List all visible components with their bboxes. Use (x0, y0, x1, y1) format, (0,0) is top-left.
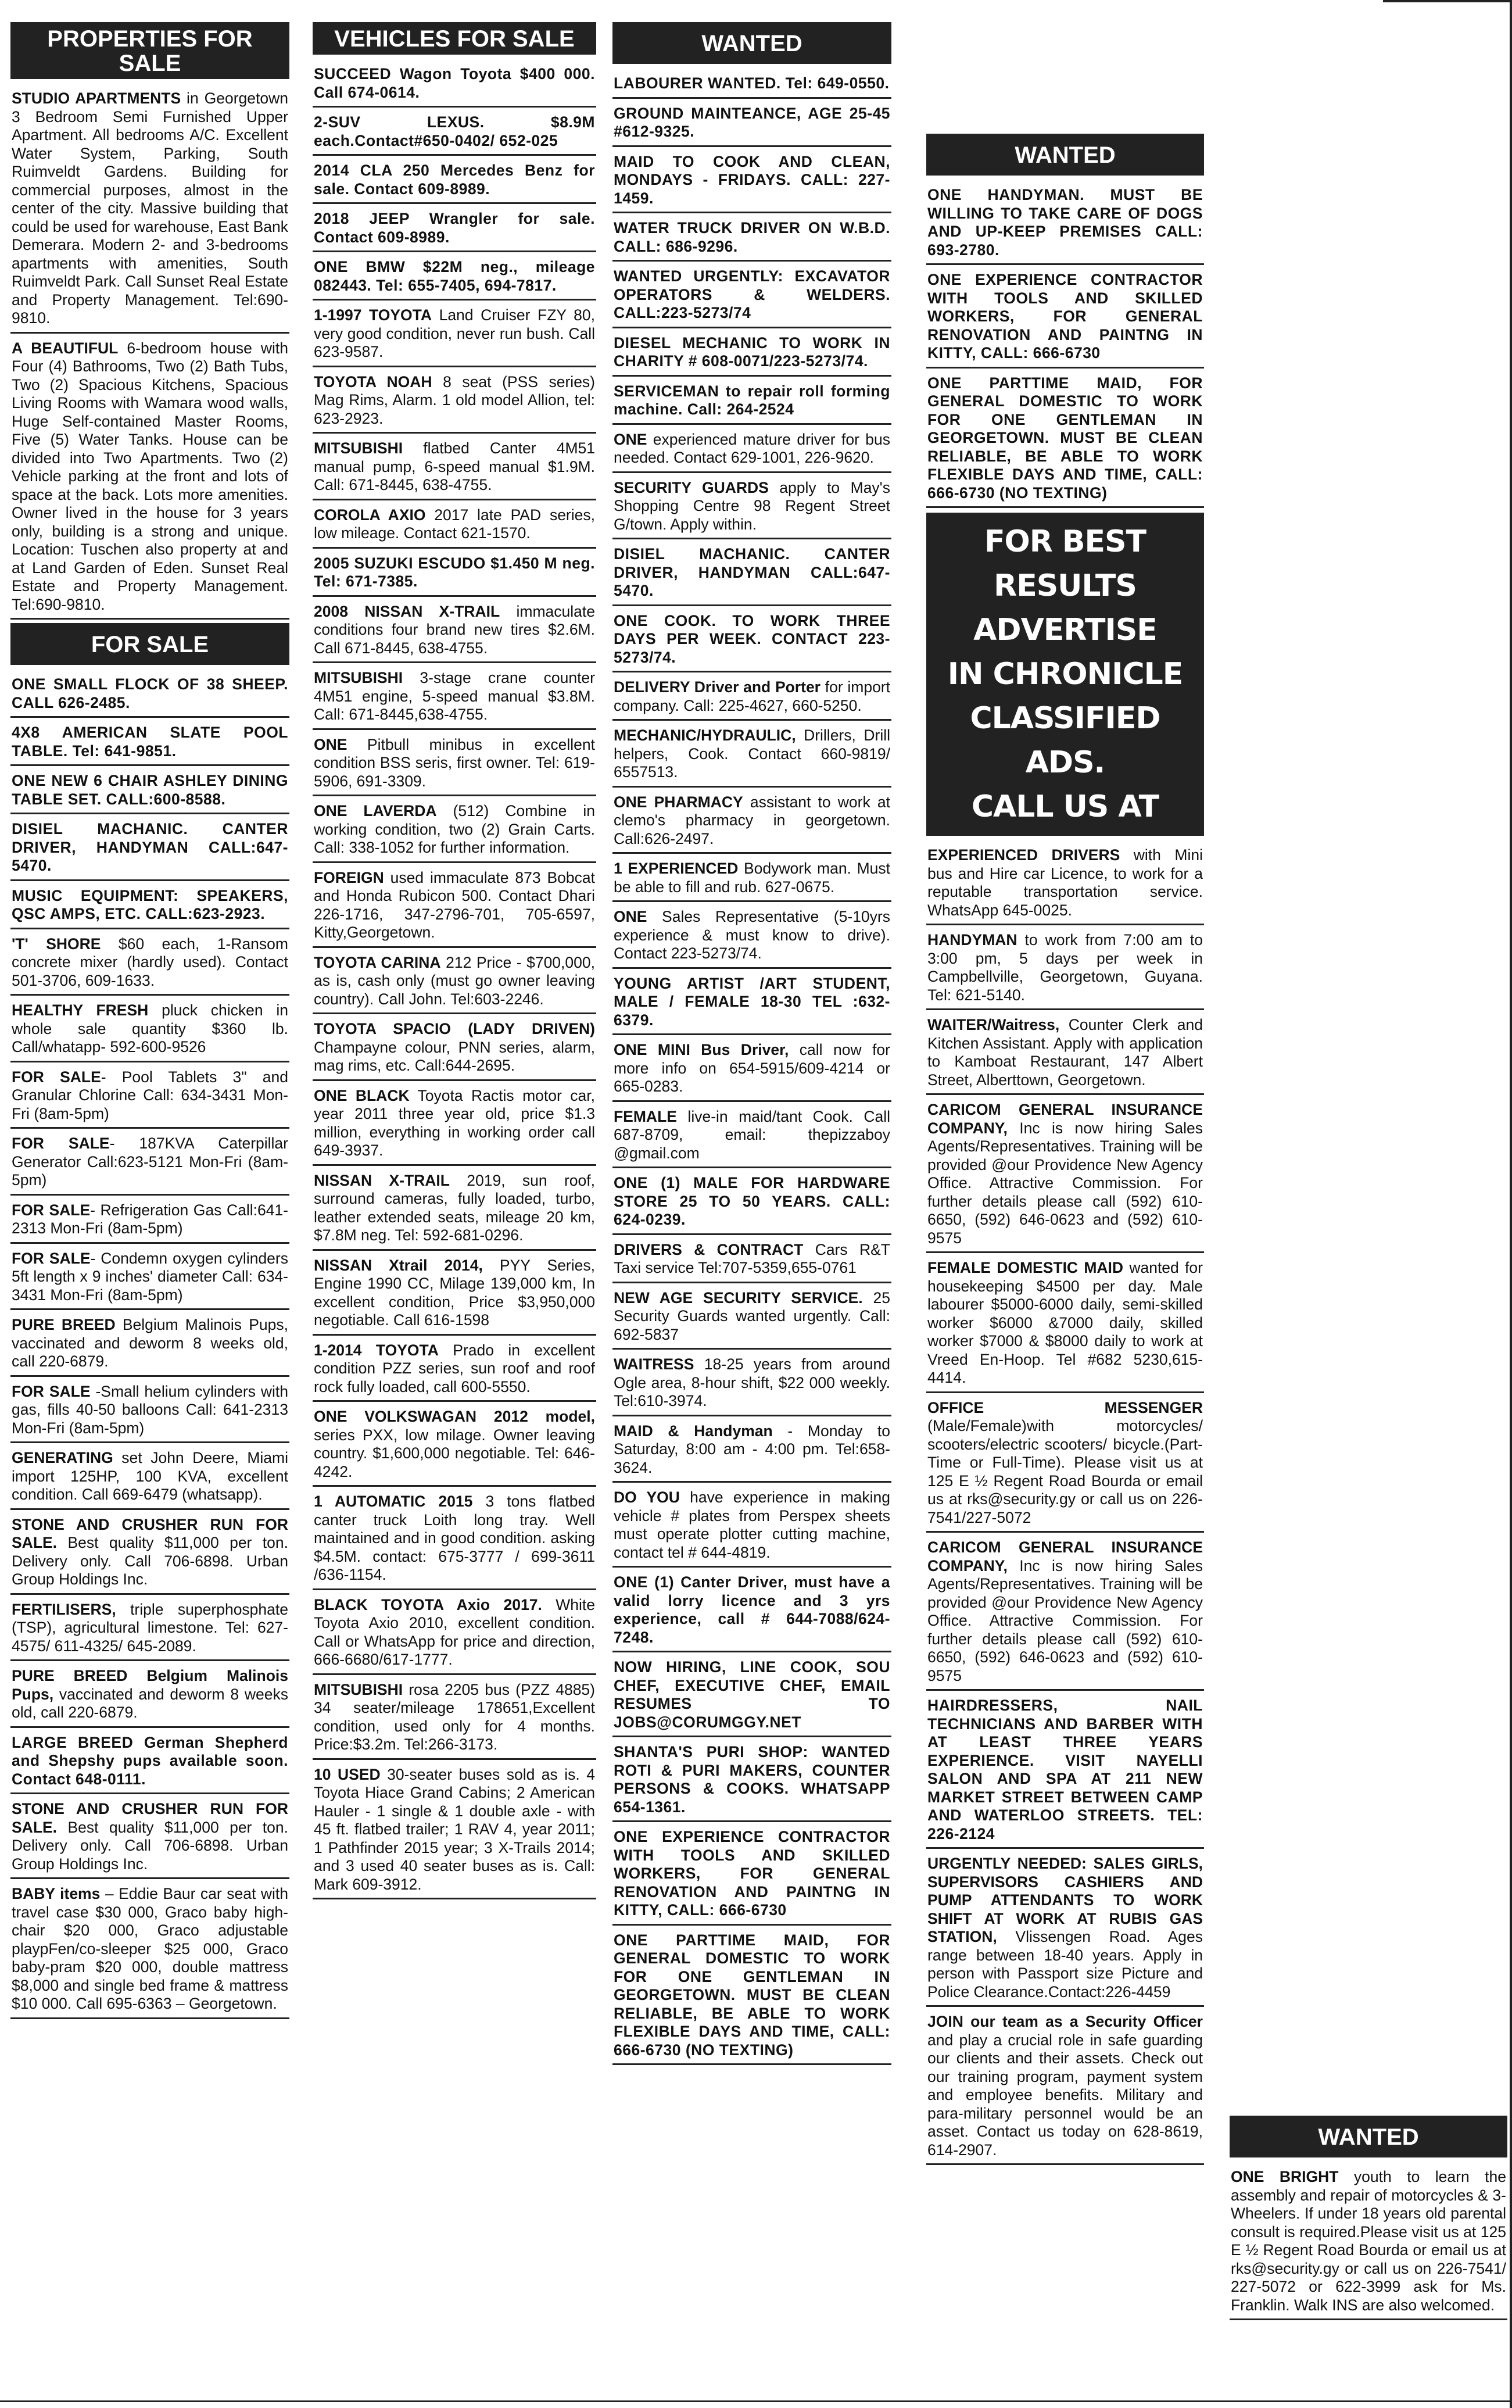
classified-ad (612, 1353, 891, 1416)
ad-lead: TOYOTA NOAH (314, 373, 432, 391)
ad-text: series PXX, low milage. Owner leaving country. $1,600,000 negotiable. Tel: 646-4242. (314, 1426, 595, 1480)
ad-lead: LABOURER WANTED. Tel: 649-0550. (614, 74, 890, 92)
classified-ad (612, 1486, 891, 1568)
ad-lead: 1 AUTOMATIC 2015 (314, 1493, 473, 1510)
classified-ad (612, 380, 891, 425)
ad-lead: GENERATING (12, 1449, 113, 1466)
ad-lead: 2018 JEEP Wrangler for sale. Contact 609-8989. (314, 210, 595, 246)
ad-text: 8 seat (PSS series) Mag Rims, Alarm. 1 old model Allion, tel: 623-2923. (314, 373, 596, 427)
ad-lead: ONE (1) MALE FOR HARDWARE STORE 25 TO 50 YEARS. CALL: 624-0239. (614, 1174, 890, 1228)
ad-lead: ONE (314, 735, 347, 753)
ad-lead: URGENTLY NEEDED: SALES GIRLS, SUPERVISORS CASHIERS AND PUMP ATTENDANTS TO WORK SHIFT AT WORK AT RUBIS GAS STATION, (927, 1855, 1203, 1945)
classified-ad (612, 543, 891, 606)
ad-text: - 187KVA Caterpillar Generator Call:623-5121 Mon-Fri (8am-5pm) (12, 1135, 288, 1189)
ad-lead: NISSAN X-TRAIL (314, 1171, 450, 1189)
ad-lead: HAIRDRESSERS, NAIL TECHNICIANS AND BARBER WITH AT LEAST THREE YEARS EXPERIENCE. VISIT NAYELLI SALON AND SPA AT 211 NEW MARKET STREET BETWEEN CAMP AND WATERLOO STREETS. TEL: 226-2124 (927, 1697, 1203, 1842)
ad-text: Sales Representative (5-10yrs experience & must know to drive). Contact 223-5273/74. (614, 908, 890, 962)
ad-lead: LARGE BREED German Shepherd and Shepshy pups available soon. Contact 648-0111. (12, 1733, 288, 1788)
classified-ad (612, 265, 891, 328)
classified-ad (313, 159, 596, 204)
ad-text: flatbed Canter 4M51 manual pump, 6-speed manual $1.9M. Call: 671-8445, 638-4755. (314, 439, 595, 493)
classified-ad (313, 951, 596, 1015)
classified-ad (10, 1514, 289, 1595)
ad-text: Prado in excellent condition PZZ series, sun roof and roof rock fully loaded, call 600-5550. (314, 1341, 595, 1396)
ad-lead: NEW AGE SECURITY SERVICE. (614, 1289, 863, 1307)
classified-ad (612, 1826, 891, 1926)
classified-ad (313, 63, 596, 108)
column-properties-for-sale (10, 22, 289, 2402)
ad-lead: ONE HANDYMAN. MUST BE WILLING TO TAKE CARE OF DOGS AND UP-KEEP PREMISES CALL: 693-2780. (927, 186, 1203, 259)
classified-ad (10, 818, 289, 881)
ad-text: 6-bedroom house with Four (4) Bathrooms, Two (2) Bath Tubs, Two (2) Spacious Kitchens, Spacious Living Rooms with Wamara wood walls, Huge Self-contained Master Rooms, Five (5) Water Tanks. House can be divided into Two Apartments. Two (2) Vehicle parking at the front and lots of space at the back. Lots more amenities. Owner lived in the house for 3 years only, building is a strong and unique. Location: Tuschen also property at and at Land Garden of Eden. Sunset Real Estate and Property Management. Tel:690-9810. (12, 339, 288, 613)
classified-ad (612, 477, 891, 540)
ad-text: - Condemn oxygen cylinders 5ft length x 9 inches' diameter Call: 634-3431 Mon-Fri (8am-5pm) (12, 1249, 288, 1304)
ad-text: 3-stage crane counter 4M51 engine, 5-speed manual $3.8M. Call: 671-8445,638-4755. (314, 669, 595, 723)
ad-text: in Georgetown 3 Bedroom Semi Furnished Upper Apartment. All bedrooms A/C. Excellent Water System, Parking, South Ruimveldt Gardens. Building for commercial purposes, almost in the center of the city. Massive building that could be used for warehouse, East Bank Demerara. Modern 2- and 3-bedrooms apartments with amenities, South Ruimveldt Park. Call Sunset Real Estate and Property Management. Tel:690-9810. (12, 90, 288, 327)
ad-lead: SHANTA'S PURI SHOP: WANTED ROTI & PURI MAKERS, COUNTER PERSONS & COOKS. WHATSAPP 654-1361. (614, 1743, 890, 1816)
classified-ad (926, 184, 1204, 265)
ad-lead: MITSUBISHI (314, 439, 403, 457)
ad-text: (Male/Female)with motorcycles/ scooters/electric scooters/ bicycle.(Part-Time or Full-Time). Please visit us at 125 E ½ Regent Road Bourda or email us at rks@security.gy or call us on 226-7541/227-5072 (927, 1417, 1203, 1526)
ad-lead: OFFICE MESSENGER (927, 1398, 1203, 1416)
classified-ad (313, 371, 596, 434)
promo-box (926, 513, 1204, 836)
classified-ad (10, 933, 289, 996)
ad-lead: 2-SUV LEXUS. $8.9M each.Contact#650-0402/ 652-025 (314, 113, 595, 149)
classified-ad (10, 87, 289, 334)
ad-lead: 2008 NISSAN X-TRAIL (314, 602, 500, 620)
ads-list-properties (10, 87, 289, 620)
classified-ad (313, 111, 596, 156)
ad-lead: ONE PHARMACY (614, 793, 743, 811)
ad-lead: DIESEL MECHANIC TO WORK IN CHARITY # 608-0071/223-5273/74. (614, 334, 890, 370)
classified-ad (612, 1239, 891, 1283)
ad-lead: STONE AND CRUSHER RUN FOR SALE. (12, 1800, 288, 1836)
ad-text: 25 Security Guards wanted urgently. Call: 692-5837 (614, 1289, 890, 1343)
ad-lead: YOUNG ARTIST /ART STUDENT, MALE / FEMALE 18-30 TEL :632-6379. (614, 974, 890, 1029)
ad-text: vaccinated and deworm 8 weeks old, call 220-6879. (12, 1685, 288, 1721)
classified-ad (10, 1247, 289, 1311)
ad-text: 212 Price - $700,000, as is, cash only (must go owner leaving country). Call John. Tel:603-2246. (314, 953, 595, 1008)
ad-text: apply to May's Shopping Centre 98 Regent Street G/town. Apply within. (614, 478, 890, 533)
ad-text: Land Cruiser FZY 80, very good condition, never run bush. Call 623-9587. (314, 306, 595, 360)
ad-text: Best quality $11,000 per ton. Delivery only. Call 706-6898. Urban Group Holdings Inc. (12, 1818, 288, 1873)
ad-lead: FOR SALE (12, 1201, 91, 1219)
classified-ad (612, 1172, 891, 1235)
ad-text: - Pool Tablets 3" and Granular Chlorine Call: 634-3431 Mon-Fri (8am-5pm) (12, 1068, 288, 1122)
right-rule (1510, 0, 1512, 2408)
classified-ad (313, 1405, 596, 1487)
ad-lead: 2005 SUZUKI ESCUDO $1.450 M neg. Tel: 671-7385. (314, 554, 595, 590)
classified-ad (313, 800, 596, 863)
ad-text: 3 tons flatbed canter truck Loith long tray. Well maintained and in good condition. asking $4.5M. contact: 675-3777 / 699-3611 /636-1154. (314, 1493, 595, 1583)
ad-text: call now for more info on 654-5915/609-4214 or 665-0283. (614, 1041, 890, 1095)
classified-ad (10, 1380, 289, 1444)
ad-lead: SECURITY GUARDS (614, 478, 769, 496)
ad-text: Pitbull minibus in excellent condition BSS seris, first owner. Tel: 619-5906, 691-3309. (314, 735, 595, 790)
ad-text: - Refrigeration Gas Call:641-2313 Mon-Fri (8am-5pm) (12, 1201, 289, 1237)
ad-lead: FERTILISERS, (12, 1600, 116, 1618)
ad-lead: NOW HIRING, LINE COOK, SOU CHEF, EXECUTIVE CHEF, EMAIL RESUMES TO JOBS@CORUMGGY.NET (614, 1658, 890, 1731)
ad-lead: NISSAN Xtrail 2014, (314, 1256, 483, 1274)
ads-list-vehicles (313, 63, 596, 1899)
ad-lead: FEMALE (614, 1107, 677, 1125)
ad-lead: 1 EXPERIENCED (614, 860, 739, 877)
ad-lead: ONE EXPERIENCE CONTRACTOR WITH TOOLS AND SKILLED WORKERS, FOR GENERAL RENOVATION AND PAINTNG IN KITTY, CALL: 666-6730 (614, 1828, 890, 1919)
ad-text: with Mini bus and Hire car Licence, to work for a reputable transportation service. WhatsApp 645-0025. (927, 846, 1203, 919)
top-rule (1383, 0, 1512, 2)
classified-ad (313, 1254, 596, 1336)
ad-text: set John Deere, Miami import 125HP, 100 KVA, excellent condition. Call 669-6479 (whatsapp). (12, 1449, 288, 1503)
classified-ad (10, 1066, 289, 1129)
ad-lead: DISIEL MACHANIC. CANTER DRIVER, HANDYMAN CALL:647-5470. (12, 820, 288, 874)
section-heading-wanted-3: WANTED (1230, 2116, 1507, 2157)
classified-ad (612, 906, 891, 969)
ad-lead: SUCCEED Wagon Toyota $400 000. Call 674-0614. (314, 65, 595, 101)
ads-list-for-sale (10, 673, 289, 2019)
ad-text: - Monday to Saturday, 8:00 am - 4:00 pm. Tel:658-3624. (614, 1422, 890, 1476)
ad-text: youth to learn the assembly and repair of motorcycles & 3-Wheelers. If under 18 years old parental consult is required.Please visit us at 125 E ½ Regent Road Bourda or email us at rks@security.gy or call us on 226-7541/ 227-5072 or 622-3999 ask for Ms. Franklin. Walk INS are also welcomed. (1231, 2168, 1506, 2314)
classified-ad (612, 332, 891, 377)
classified-ad (612, 724, 891, 788)
classified-ad (10, 1731, 289, 1795)
section-heading-for-sale: FOR SALE (10, 623, 289, 665)
section-heading-vehicles: VEHICLES FOR SALE (313, 22, 596, 55)
classified-ad (313, 1594, 596, 1675)
classified-ad (612, 610, 891, 673)
ad-lead: ONE LAVERDA (314, 802, 437, 820)
classified-ad (313, 600, 596, 664)
classified-ad (926, 1397, 1204, 1533)
classified-ad (10, 885, 289, 929)
classified-ad (10, 1798, 289, 1879)
classified-ad (926, 1852, 1204, 2007)
classified-ad (313, 1085, 596, 1166)
classified-ad (313, 504, 596, 549)
ad-lead: A BEAUTIFUL (12, 339, 119, 357)
classified-ad (612, 72, 891, 99)
classified-ad (926, 372, 1204, 509)
ad-lead: MUSIC EQUIPMENT: SPEAKERS, QSC AMPS, ETC. CALL:623-2923. (12, 886, 288, 922)
classified-ad (10, 1598, 289, 1662)
classified-ad (926, 2010, 1204, 2165)
ad-lead: JOIN our team as a Security Officer (927, 2013, 1203, 2030)
classified-ad (926, 1099, 1204, 1253)
ad-text: pluck chicken in whole sale quantity $360 lb. Call/whatapp- 592-600-9526 (12, 1001, 288, 1055)
column-vehicles-for-sale (313, 22, 596, 2402)
ad-lead: FOR SALE (12, 1382, 91, 1400)
ad-lead: CARICOM GENERAL INSURANCE COMPANY, (927, 1101, 1203, 1137)
ads-list-wanted (612, 72, 891, 2065)
classified-ad (313, 437, 596, 500)
section-heading-wanted-2: WANTED (926, 134, 1204, 176)
classified-ad (926, 1257, 1204, 1393)
ad-lead: MAID TO COOK AND CLEAN, MONDAYS - FRIDAYS. CALL: 227-1459. (614, 152, 890, 207)
ad-text: Bodywork man. Must be able to fill and rub. 627-0675. (614, 860, 890, 896)
ad-text: 30-seater buses sold as is. 4 Toyota Hiace Grand Cabins; 2 American Hauler - 1 single & 1 double axle - with 45 ft. flatbed trailer; 1 RAV 4, year 2011; 1 Pathfinder 2015 year; 3 X-Trails 2014; and 3 used 40 seater buses as is. Call: Mark 609-3912. (314, 1765, 595, 1893)
classified-ad (313, 1490, 596, 1590)
ad-lead: 'T' SHORE (12, 935, 101, 953)
classified-ad (612, 791, 891, 854)
ad-text: triple superphosphate (TSP), agricultural limestone. Tel: 627-4575/ 611-4325/ 645-2089. (12, 1600, 288, 1655)
classified-ad (612, 428, 891, 473)
ad-text: Inc is now hiring Sales Agents/Representatives. Training will be provided @our Providence New Agency Office. Attractive Commission. For further details please call (592) 610-6650, (592) 646-0623 and (592) 610-9575 (927, 1119, 1203, 1247)
ad-text: Drillers, Drill helpers, Cook. Contact 660-9819/ 6557513. (614, 727, 890, 781)
classified-ad (10, 673, 289, 718)
classified-ad (612, 1105, 891, 1169)
ad-text: experienced mature driver for bus needed. Contact 629-1001, 226-9620. (614, 430, 890, 466)
classified-ad (313, 1339, 596, 1402)
classified-ad (612, 1571, 891, 1652)
ad-text: PYY Series, Engine 1990 CC, Milage 139,000 km, In excellent condition, Price $3,950,000 negotiable. Call 616-1598 (314, 1256, 595, 1329)
classified-ad (10, 1665, 289, 1728)
classified-ad (313, 1763, 596, 1900)
classified-ad (1230, 2166, 1507, 2320)
ad-lead: ONE BRIGHT (1231, 2168, 1339, 2185)
ad-text: Vlissengen Road. Ages range between 18-40 years. Apply in person with Passport size Picture and Police Clearance.Contact:226-4459 (927, 1928, 1203, 2001)
ad-lead: ONE (1) Canter Driver, must have a valid lorry licence and 3 yrs experience, call # 644-7088/624-7248. (614, 1573, 890, 1646)
ad-text: have experience in making vehicle # plates from Perspex sheets must operate plotter cutting machine, contact tel # 644-4819. (614, 1489, 891, 1561)
ad-text: White Toyota Axio 2010, excellent condition. Call or WhatsApp for price and direction, 666-6680/617-1777. (314, 1595, 595, 1668)
classified-ad (926, 269, 1204, 368)
ad-lead: FOR SALE (12, 1068, 101, 1086)
promo-line: FOR BEST RESULTS (984, 524, 1146, 603)
ad-lead: GROUND MAINTEANCE, AGE 25-45 #612-9325. (614, 104, 890, 140)
classified-ad (612, 1929, 891, 2066)
promo-line: CLASSIFIED ADS. (970, 701, 1160, 780)
ad-lead: STUDIO APARTMENTS (12, 90, 181, 107)
promo-line: CALL US AT (971, 789, 1159, 824)
classified-ad (612, 1039, 891, 1102)
ad-lead: ONE EXPERIENCE CONTRACTOR WITH TOOLS AND SKILLED WORKERS, FOR GENERAL RENOVATION AND PAINTNG IN KITTY, CALL: 666-6730 (927, 271, 1203, 362)
ad-text: 2017 late PAD series, low mileage. Contact 621-1570. (314, 506, 595, 542)
ad-text: Counter Clerk and Kitchen Assistant. Apply with application to Kamboat Restaurant, 147 Albert Street, Alberttown, Georgetown. (927, 1016, 1203, 1089)
classified-ad (926, 929, 1204, 1010)
ad-text: (512) Combine in working condition, two (2) Grain Carts. Call: 338-1052 for further information. (314, 802, 595, 856)
classified-ad (10, 337, 289, 620)
ad-lead: HANDYMAN (927, 931, 1017, 949)
classified-ad (612, 1741, 891, 1822)
ad-lead: FEMALE DOMESTIC MAID (927, 1259, 1124, 1276)
classified-ad (612, 1420, 891, 1483)
classified-ad (10, 1314, 289, 1377)
ad-lead: WAITRESS (614, 1355, 694, 1373)
ad-lead: DELIVERY Driver and Porter (614, 678, 821, 696)
ad-lead: FOREIGN (314, 868, 384, 886)
ad-text: Belgium Malinois Pups, vaccinated and deworm 8 weeks old, call 220-6879. (12, 1316, 288, 1370)
classified-ad (926, 1536, 1204, 1691)
ad-lead: STONE AND CRUSHER RUN FOR SALE. (12, 1515, 288, 1551)
classified-ad (10, 721, 289, 766)
classified-ad (612, 102, 891, 147)
classified-ad (10, 999, 289, 1062)
ad-text: used immaculate 873 Bobcat and Honda Rubicon 500. Contact Dhari 226-1716, 347-2796-701, 705-6597, Kitty,Georgetown. (314, 868, 595, 941)
ad-lead: ONE PARTTIME MAID, FOR GENERAL DOMESTIC TO WORK FOR ONE GENTLEMAN IN GEORGETOWN. MUST BE CLEAN RELIABLE, BE ABLE TO WORK FLEXIBLE DAYS AND TIME, CALL: 666-6730 (NO TEXTING) (927, 374, 1203, 502)
ad-lead: EXPERIENCED DRIVERS (927, 846, 1120, 864)
ad-text: wanted for housekeeping $4500 per day. Male labourer $5000-6000 daily, semi-skilled worker $6000 &7000 daily, skilled worker $7000 & $8000 daily to work at Vreed En-Hoop. Tel #682 5230,615-4414. (927, 1259, 1203, 1386)
column-wanted-2 (926, 134, 1204, 2402)
ad-lead: WAITER/Waitress, (927, 1016, 1060, 1033)
ad-lead: WATER TRUCK DRIVER ON W.B.D. CALL: 686-9296. (614, 219, 890, 255)
ad-text: -Small helium cylinders with gas, fills 40-50 balloons Call: 641-2313 Mon-Fri (8am-5pm) (12, 1382, 288, 1437)
classified-ad (313, 256, 596, 300)
ad-lead: HEALTHY FRESH (12, 1001, 149, 1019)
ad-text: Cars R&T Taxi service Tel:707-5359,655-0761 (614, 1240, 890, 1276)
classified-ad (926, 1014, 1204, 1095)
classified-ad (313, 1679, 596, 1760)
ad-lead: TOYOTA SPACIO (LADY DRIVEN) (314, 1020, 595, 1037)
classified-ad (313, 207, 596, 252)
ad-lead: FOR SALE (12, 1249, 91, 1267)
ad-text: and play a crucial role in safe guarding our clients and their assets. Check out our training program, payment system and employee benefits. Military and para-military personnel would be an asset. Contact us today on 628-8619, 614-2907. (927, 2031, 1203, 2159)
classified-ad (612, 857, 891, 902)
classified-ad (10, 1447, 289, 1510)
classified-ad (313, 304, 596, 367)
ads-list-wanted-3 (1230, 2166, 1507, 2320)
classified-ad (926, 1694, 1204, 1849)
ads-list-wanted-2b (926, 844, 1204, 2165)
classified-ad (10, 1883, 289, 2019)
ad-lead: DRIVERS & CONTRACT (614, 1240, 804, 1258)
classified-ad (313, 1169, 596, 1251)
ad-lead: MITSUBISHI (314, 669, 403, 686)
ad-text: Champayne colour, PNN series, alarm, mag rims, etc. Call:644-2695. (314, 1038, 595, 1074)
column-wanted (612, 22, 891, 2402)
classified-ad (313, 867, 596, 948)
ad-lead: MITSUBISHI (314, 1680, 403, 1698)
ad-lead: TOYOTA CARINA (314, 953, 441, 971)
column-wanted-3 (1230, 2116, 1507, 2406)
ad-lead: DISIEL MACHANIC. CANTER DRIVER, HANDYMAN CALL:647-5470. (614, 545, 890, 599)
classified-ad (612, 217, 891, 262)
ad-text: Inc is now hiring Sales Agents/Representatives. Training will be provided @our Providence New Agency Office. Attractive Commission. For further details please call (592) 610-6650, (592) 646-0623 and (592) 610-9575 (927, 1557, 1203, 1684)
ad-text: rosa 2205 bus (PZZ 4885) 34 seater/mileage 178651,Excellent condition, used only for 4 months. Price:$3.2m. Tel:266-3173. (314, 1680, 595, 1753)
classified-ad (612, 1656, 891, 1737)
ad-lead: CARICOM GENERAL INSURANCE COMPANY, (927, 1538, 1203, 1575)
ad-lead: ONE PARTTIME MAID, FOR GENERAL DOMESTIC TO WORK FOR ONE GENTLEMAN IN GEORGETOWN. MUST BE CLEAN RELIABLE, BE ABLE TO WORK FLEXIBLE DAYS AND TIME, CALL: 666-6730 (NO TEXTING) (614, 1931, 890, 2059)
ad-lead: 1-1997 TOYOTA (314, 306, 432, 324)
ad-lead: ONE (614, 908, 647, 925)
ad-text: Best quality $11,000 per ton. Delivery only. Call 706-6898. Urban Group Holdings Inc. (12, 1534, 288, 1588)
ad-lead: BLACK TOYOTA Axio 2017. (314, 1595, 542, 1613)
ad-lead: SERVICEMAN to repair roll forming machine. Call: 264-2524 (614, 382, 890, 418)
promo-line: IN CHRONICLE (947, 657, 1183, 692)
ad-lead: ONE VOLKSWAGAN 2012 model, (314, 1408, 595, 1425)
ad-lead: PURE BREED (12, 1316, 116, 1333)
classified-ad (612, 972, 891, 1036)
classified-ad (10, 1132, 289, 1196)
ad-lead: MECHANIC/HYDRAULIC, (614, 727, 796, 744)
ad-lead: DO YOU (614, 1489, 680, 1506)
ad-text: assistant to work at clemo's pharmacy in georgetown. Call:626-2497. (614, 793, 890, 847)
ads-list-wanted-2a (926, 184, 1204, 508)
ad-text: for import company. Call: 225-4627, 660-5250. (614, 678, 890, 714)
ad-text: 2019, sun roof, surround cameras, fully loaded, turbo, leather extended seats, mileage 20 km, $7.8M neg. Tel: 592-681-0296. (314, 1171, 596, 1244)
classified-ad (612, 1287, 891, 1350)
ad-text: 18-25 years from around Ogle area, 8-hour shift, $22 000 weekly. Tel:610-3974. (614, 1355, 890, 1409)
classified-ad (313, 667, 596, 730)
ad-lead: 10 USED (314, 1765, 381, 1783)
classified-ad (313, 734, 596, 797)
ad-text: immaculate conditions four brand new tires $2.6M. Call 671-8445, 638-4755. (314, 602, 595, 657)
ad-lead: ONE COOK. TO WORK THREE DAYS PER WEEK. CONTACT 223-5273/74. (614, 611, 890, 666)
ad-lead: ONE BMW $22M neg., mileage 082443. Tel: 655-7405, 694-7817. (314, 258, 595, 294)
ad-text: – Eddie Baur car seat with travel case $30 000, Graco baby high-chair $20 000, Graco adjustable playpFen/co-sleeper $25 000, Graco baby-pram $20 000, double mattress $8,000 and single bed frame & mattress $10 000. Call 695-6363 – Georgetown. (12, 1885, 288, 2012)
ad-lead: COROLA AXIO (314, 506, 426, 524)
classified-ad (10, 1199, 289, 1244)
ad-text: live-in maid/tant Cook. Call 687-8709, email: thepizzaboy @gmail.com (614, 1107, 890, 1162)
promo-line: ADVERTISE (973, 613, 1157, 647)
ad-lead: ONE MINI Bus Driver, (614, 1041, 789, 1058)
classified-ad (313, 1018, 596, 1081)
ad-text: to work from 7:00 am to 3:00 pm, 5 days per week in Campbellville, Georgetown, Guyana. Tel: 621-5140. (927, 931, 1203, 1004)
classified-ad (10, 770, 289, 814)
classified-ad (926, 844, 1204, 925)
ad-lead: ONE (614, 430, 647, 448)
ad-lead: 4X8 AMERICAN SLATE POOL TABLE. Tel: 641-9851. (12, 724, 288, 760)
ad-lead: ONE BLACK (314, 1086, 410, 1104)
ad-text: Toyota Ractis motor car, year 2011 three year old, price $1.3 million, everything in working order call 649-3937. (314, 1086, 595, 1159)
ad-lead: FOR SALE (12, 1135, 110, 1152)
ad-lead: MAID & Handyman (614, 1422, 773, 1440)
ad-lead: 2014 CLA 250 Mercedes Benz for sale. Contact 609-8989. (314, 162, 595, 198)
ad-lead: PURE BREED Belgium Malinois Pups, (12, 1667, 288, 1703)
ad-lead: BABY items (12, 1885, 101, 1902)
ad-lead: ONE SMALL FLOCK OF 38 SHEEP. CALL 626-2485. (12, 675, 288, 711)
ad-lead: WANTED URGENTLY: EXCAVATOR OPERATORS & WELDERS. CALL:223-5273/74 (614, 267, 890, 321)
ad-lead: ONE NEW 6 CHAIR ASHLEY DINING TABLE SET. CALL:600-8588. (12, 772, 288, 808)
ad-lead: 1-2014 TOYOTA (314, 1341, 439, 1359)
classified-ad (313, 552, 596, 597)
classified-ad (612, 151, 891, 214)
section-heading-properties: PROPERTIES FOR SALE (10, 22, 289, 79)
ad-text: $60 each, 1-Ransom concrete mixer (hardly used). Contact 501-3706, 609-1633. (12, 935, 288, 989)
classified-ad (612, 676, 891, 721)
section-heading-wanted: WANTED (612, 22, 891, 64)
